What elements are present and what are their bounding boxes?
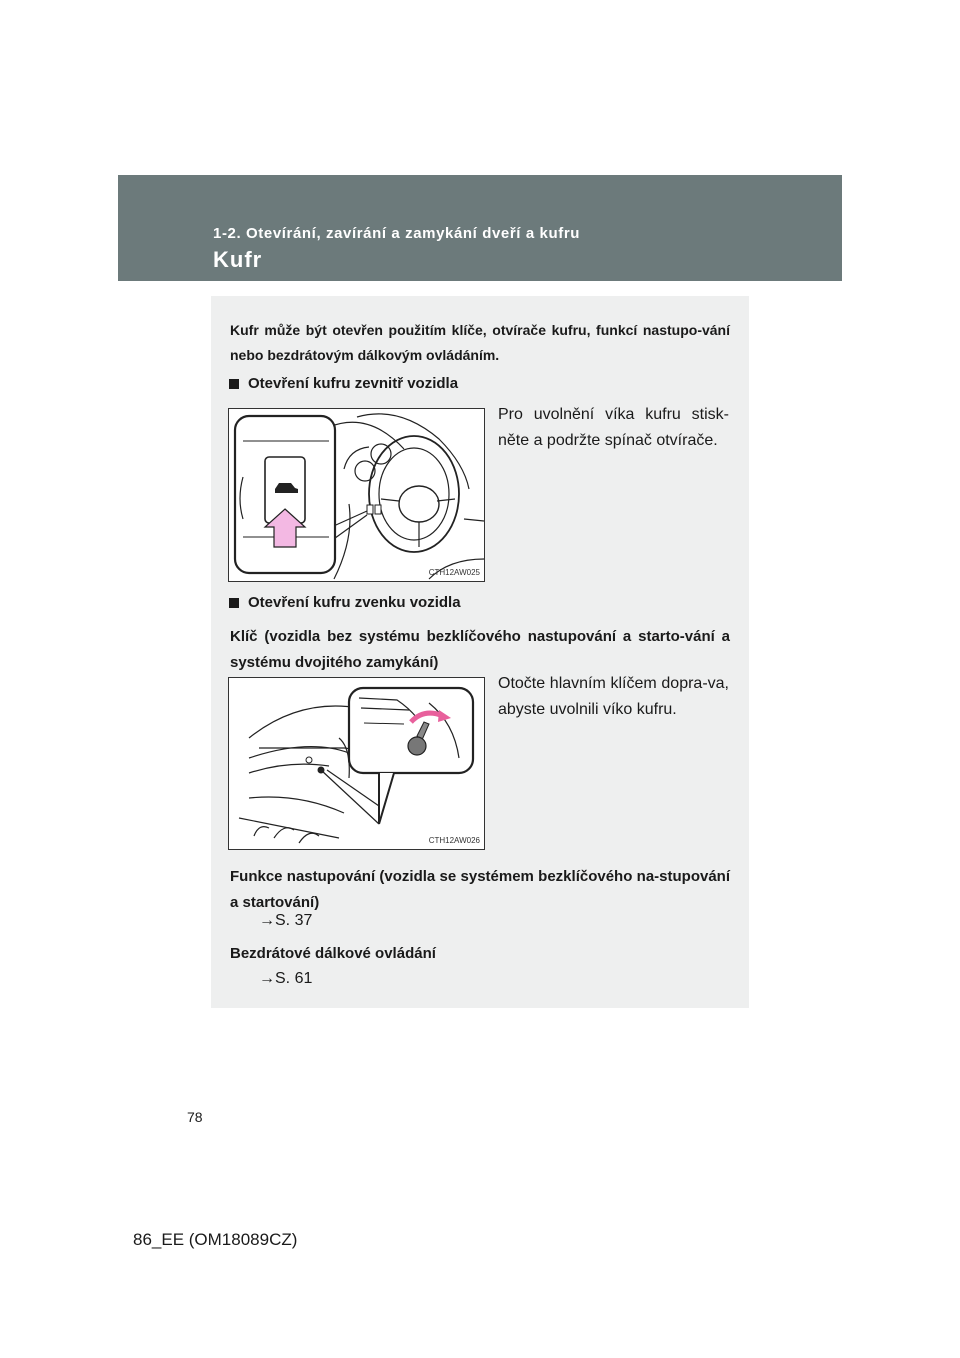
entry-function-heading: Funkce nastupování (vozidla se systémem bezklíčového na-stupování a startování) xyxy=(230,868,730,911)
bullet-square-icon xyxy=(229,598,239,608)
remote-control-ref[interactable]: →S. 61 xyxy=(259,970,313,987)
bullet-square-icon xyxy=(229,379,239,389)
heading-inside-label: Otevření kufru zevnitř vozidla xyxy=(248,375,459,392)
content-panel xyxy=(211,296,749,1008)
heading-inside-vehicle xyxy=(225,375,458,392)
figure-code: CTH12AW025 xyxy=(428,568,480,577)
inside-instruction: Pro uvolnění víka kufru stisk-něte a podržte spínač otvírače. xyxy=(498,406,729,449)
intro-paragraph: Kufr může být otevřen použitím klíče, otvírače kufru, funkcí nastupo-vání nebo bezdrátovým dálkovým ovládáním. xyxy=(230,322,730,363)
document-code: 86_EE (OM18089CZ) xyxy=(133,1230,298,1249)
figure-code: CTH12AW026 xyxy=(428,836,480,845)
entry-function-ref[interactable]: →S. 37 xyxy=(259,912,313,929)
figure-key-trunk xyxy=(228,677,485,850)
key-trunk-illustration xyxy=(229,678,485,850)
chapter-header xyxy=(118,175,842,281)
heading-outside-vehicle xyxy=(225,594,461,611)
outside-instruction: Otočte hlavním klíčem dopra-va, abyste uvolnili víko kufru. xyxy=(498,675,729,718)
key-heading: Klíč (vozidla bez systému bezklíčového nastupování a starto-vání a systému dvojitého zamykání) xyxy=(230,628,730,671)
section-label: 1-2. Otevírání, zavírání a zamykání dveří a kufru xyxy=(213,225,581,242)
page-title: Kufr xyxy=(213,247,263,272)
trunk-opener-illustration xyxy=(229,409,485,582)
remote-control-heading: Bezdrátové dálkové ovládání xyxy=(230,945,436,962)
heading-outside-label: Otevření kufru zvenku vozidla xyxy=(248,594,461,611)
figure-trunk-opener-switch xyxy=(228,408,485,582)
page-number: 78 xyxy=(187,1109,203,1125)
